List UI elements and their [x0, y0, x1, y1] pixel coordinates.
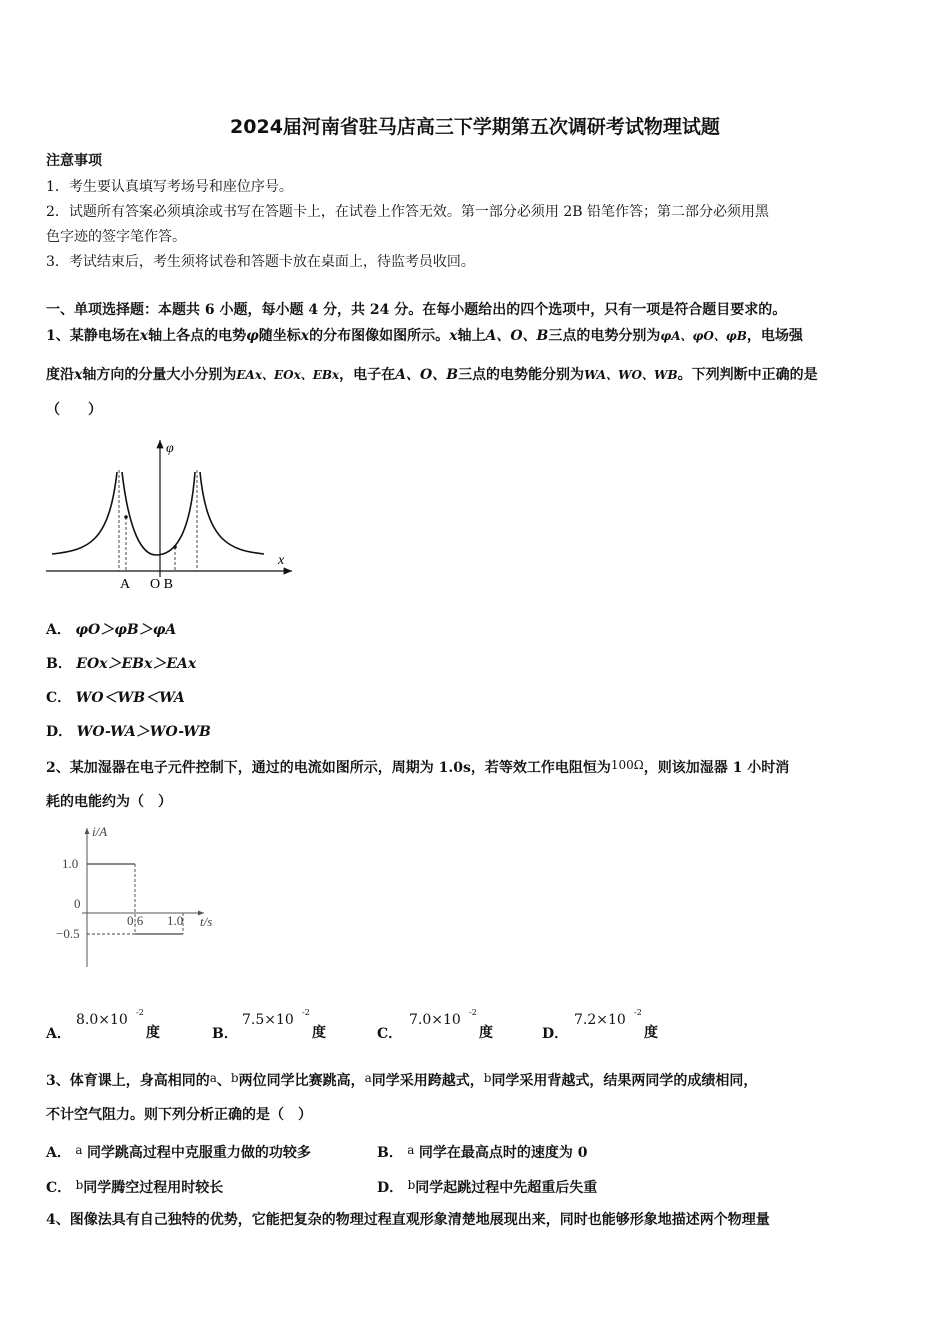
notice-heading: 注意事项 — [46, 153, 102, 169]
tick-0.6: 0.6 — [127, 913, 144, 928]
x-axis-label: x — [278, 553, 285, 568]
q1-option-c[interactable]: C． WO＜WB＜WA — [46, 690, 185, 706]
question-3-line-2: 不计空气阻力。则下列分析正确的是（ ） — [46, 1107, 312, 1123]
question-3-line-1: 3、体育课上，身高相同的a、b两位同学比赛跳高，a同学采用跨越式，b同学采用背越式，结果两同学的成绩相同， — [46, 1071, 758, 1089]
point-A — [124, 515, 128, 519]
question-2-line-2: 耗的电能约为（ ） — [46, 794, 172, 810]
notice-item-2: 2．试题所有答案必须填涂或书写在答题卡上，在试卷上作答无效。第一部分必须用 2B 铅笔作答；第二部分必须用黑 — [46, 204, 769, 220]
q1-option-a[interactable]: A． φO＞φB＞φA — [46, 622, 177, 638]
potential-curve-middle — [122, 472, 195, 555]
question-1-line-1: 1、某静电场在x轴上各点的电势φ随坐标x的分布图像如图所示。x轴上A、O、B三点的电势分别为φA、φO、φB，电场强 — [46, 328, 803, 344]
question-2-line-1: 2、某加湿器在电子元件控制下，通过的电流如图所示，周期为 1.0s，若等效工作电阻恒为100Ω，则该加湿器 1 小时消 — [46, 758, 790, 776]
page-title: 2024届河南省驻马店高三下学期第五次调研考试物理试题 — [230, 116, 720, 138]
t-axis-label: t/s — [200, 914, 213, 929]
tick-label-OB: O B — [150, 577, 173, 592]
tick-neg-0.5: −0.5 — [56, 926, 80, 941]
question-1-paren: （ ） — [46, 402, 102, 418]
point-B — [173, 545, 177, 549]
q2-options: A． 8.0×10 -2 度 B． 7.5×10 -2 度 C． 7.0×10 -2 度 D． 7.2×10 -2 度 — [46, 1008, 658, 1042]
question-1-line-2: 度沿x轴方向的分量大小分别为EAx、EOx、EBx，电子在A、O、B三点的电势能分别为WA、WO、WB。下列判断中正确的是 — [46, 367, 818, 383]
y-axis-label: φ — [166, 441, 174, 456]
notice-item-3: 3．考试结束后，考生须将试卷和答题卡放在桌面上，待监考员收回。 — [46, 254, 475, 270]
q3-option-a[interactable]: A． a 同学跳高过程中克服重力做的功较多 — [46, 1143, 311, 1161]
tick-0: 0 — [74, 896, 81, 911]
q3-option-d[interactable]: D． b同学起跳过程中先超重后失重 — [377, 1178, 598, 1196]
potential-graph — [44, 432, 299, 594]
q1-option-b[interactable]: B． EOx＞EBx＞EAx — [46, 656, 197, 672]
tick-1.0-t: 1.0 — [167, 913, 184, 928]
notice-item-1: 1．考生要认真填写考场号和座位序号。 — [46, 179, 293, 195]
question-4-line-1: 4、图像法具有自己独特的优势，它能把复杂的物理过程直观形象清楚地展现出来，同时也能够形象地描述两个物理量 — [46, 1212, 770, 1228]
potential-curve-left — [52, 472, 117, 554]
current-graph — [54, 822, 224, 972]
q3-option-c[interactable]: C． b同学腾空过程用时较长 — [46, 1178, 224, 1196]
tick-label-A: A — [120, 577, 131, 592]
section-heading: 一、单项选择题：本题共 6 小题，每小题 4 分，共 24 分。在每小题给出的四个选项中，只有一项是符合题目要求的。 — [46, 302, 787, 318]
tick-1.0: 1.0 — [62, 856, 79, 871]
q1-option-d[interactable]: D． WO-WA＞WO-WB — [46, 724, 211, 740]
notice-item-2-cont: 色字迹的签字笔作答。 — [46, 229, 186, 245]
potential-curve-right — [200, 472, 264, 554]
i-axis-label: i/A — [92, 824, 108, 839]
q3-option-b[interactable]: B． a 同学在最高点时的速度为 0 — [377, 1143, 588, 1161]
